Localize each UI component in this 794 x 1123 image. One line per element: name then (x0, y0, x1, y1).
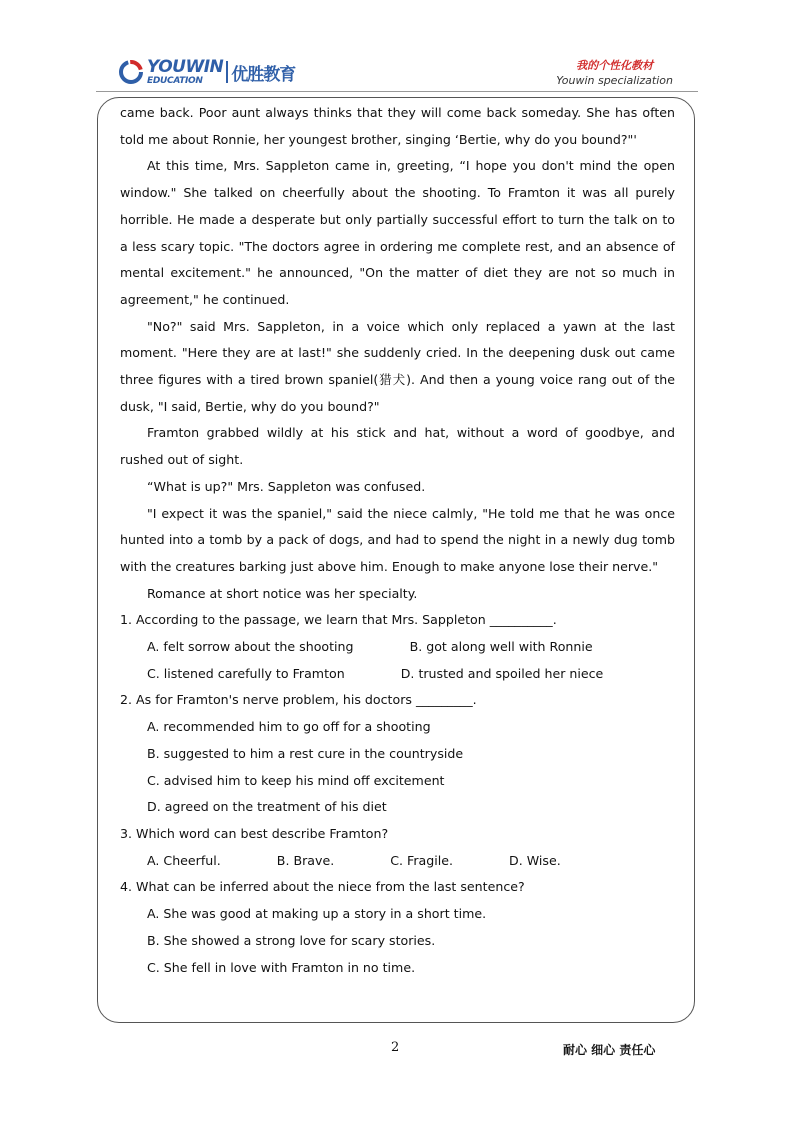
question-options: A. felt sorrow about the shooting B. got along well with Ronnie (147, 639, 593, 655)
question-option: A. She was good at making up a story in a short time. (147, 906, 487, 922)
slogan-english: Youwin specialization (556, 74, 673, 87)
question-option: A. recommended him to go off for a shooting (147, 719, 431, 735)
question-stem: 4. What can be inferred about the niece from the last sentence? (120, 879, 525, 895)
paragraph: Romance at short notice was her specialty. (147, 585, 418, 601)
question-options: C. listened carefully to Framton D. trusted and spoiled her niece (147, 665, 604, 681)
paragraph: Framton grabbed wildly at his stick and hat, without a word of goodbye, and rushed out of sight. (120, 425, 675, 468)
footer-motto: 耐心 细心 责任心 (563, 1043, 656, 1057)
paragraph: “What is up?" Mrs. Sappleton was confused. (147, 478, 426, 494)
paragraph: At this time, Mrs. Sappleton came in, greeting, “I hope you don't mind the open window." She talked on cheerfully about the shooting. To Framton it was all purely horrible. He made a desperate but only partially successful effort to turn the talk on to a less scary topic. "The doctors agree in ordering me complete rest, and an absence of mental excitement." he announced, "On the matter of diet they are not so much in agreement," he continued. (120, 158, 675, 307)
paragraph: "I expect it was the spaniel," said the niece calmly, "He told me that he was once hunted into a tomb by a pack of dogs, and had to spend the night in a newly dug tomb with the creatures barking just above him. Enough to make anyone lose their nerve." (120, 505, 675, 574)
question-stem: 1. According to the passage, we learn that Mrs. Sappleton __________. (120, 612, 557, 628)
slogan-chinese: 我的个性化教材 (576, 59, 654, 72)
document-body (120, 100, 675, 981)
logo-subtitle: EDUCATION (147, 75, 203, 86)
paragraph: "No?" said Mrs. Sappleton, in a voice which only replaced a yawn at the last moment. "Here they are at last!" she suddenly cried. In the deepening dusk out came three figures with a tired brown spaniel(猎犬). And then a young voice rang out of the dusk, "I said, Bertie, why do you bound?" (120, 318, 675, 414)
question-option: B. She showed a strong love for scary stories. (147, 932, 436, 948)
question-option: C. She fell in love with Framton in no time. (147, 959, 416, 975)
page-number: 2 (391, 1040, 400, 1055)
logo-chinese: 优胜教育 (231, 64, 296, 85)
youwin-logo (118, 58, 295, 86)
header-divider (96, 91, 698, 92)
logo-divider (226, 61, 228, 83)
page-header (0, 0, 794, 95)
question-stem: 2. As for Framton's nerve problem, his doctors _________. (120, 692, 477, 708)
question-option: D. agreed on the treatment of his diet (147, 799, 387, 815)
question-option: B. suggested to him a rest cure in the countryside (147, 745, 464, 761)
header-slogan (556, 57, 673, 87)
paragraph: came back. Poor aunt always thinks that they will come back someday. She has often told me about Ronnie, her youngest brother, singing ‘Bertie, why do you bound?"' (120, 105, 675, 147)
logo-english (147, 56, 224, 86)
swirl-logo-icon (118, 59, 144, 85)
question-stem: 3. Which word can best describe Framton? (120, 825, 389, 841)
logo-wordmark: YOUWIN (147, 56, 224, 77)
question-option: C. advised him to keep his mind off excitement (147, 772, 445, 788)
question-options: A. Cheerful. B. Brave. C. Fragile. D. Wise. (147, 852, 561, 868)
